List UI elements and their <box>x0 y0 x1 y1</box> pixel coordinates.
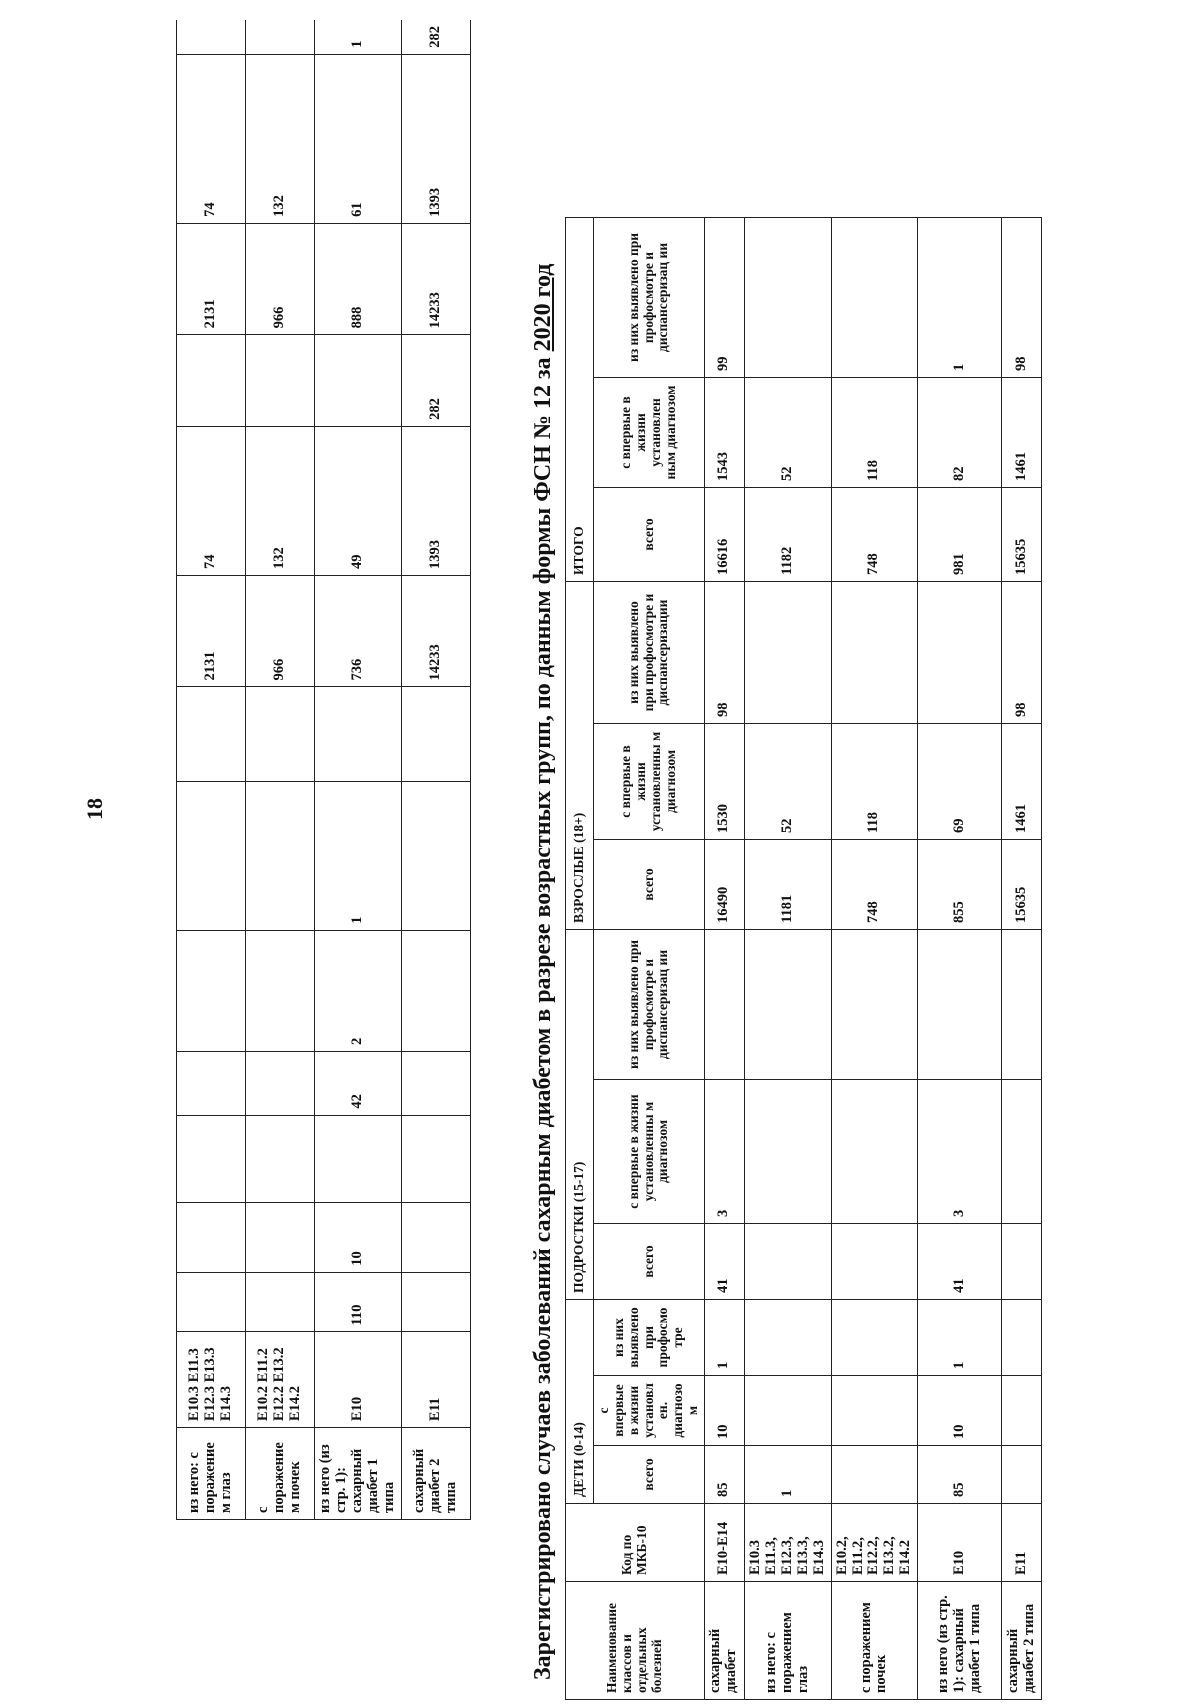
header-name: Наименование классов и отдельных болезней <box>566 1582 705 1700</box>
table-title <box>530 120 557 1680</box>
table-cell: 98 <box>1002 218 1042 378</box>
table-cell: 82 <box>918 378 1002 488</box>
table-row <box>831 218 918 1700</box>
table-cell <box>1002 1224 1042 1300</box>
row-code: E10.2, E11.2, E12.2, E13.2, E14.2 <box>831 1504 918 1582</box>
table-cell: 1 <box>315 781 402 930</box>
table-cell: 966 <box>246 575 315 686</box>
table-cell: 85 <box>704 1446 744 1504</box>
top-continuation-table <box>176 20 471 1520</box>
table-cell <box>704 930 744 1080</box>
table-cell: 282 <box>401 20 470 54</box>
table-cell: 1461 <box>1002 724 1042 840</box>
table-cell <box>744 1224 831 1300</box>
row-code: E10.3 E11.3, E12.3, E13.3, E14.3 <box>744 1504 831 1582</box>
table-cell <box>1002 1376 1042 1446</box>
header-adults-screening: из них выявлено при профосмотре и диспансеризации <box>594 582 705 724</box>
table-cell <box>831 1376 918 1446</box>
row-code: E10 <box>918 1504 1002 1582</box>
table-cell <box>177 335 246 427</box>
table-cell <box>177 781 246 930</box>
table-cell <box>177 930 246 1051</box>
header-group-children: ДЕТИ (0-14) <box>566 1300 594 1504</box>
table-cell: 132 <box>246 54 315 223</box>
table-cell: 1181 <box>744 840 831 930</box>
table-cell: 14233 <box>401 223 470 334</box>
table-cell: 15635 <box>1002 488 1042 582</box>
table-cell: 85 <box>918 1446 1002 1504</box>
title-year: 2020 год <box>530 263 556 352</box>
row-name: сахарный диабет 2 типа <box>401 1428 470 1520</box>
table-cell <box>177 1272 246 1332</box>
table-cell <box>315 335 402 427</box>
table-cell: 3 <box>918 1080 1002 1224</box>
table-cell <box>831 1224 918 1300</box>
top-table-container <box>176 20 471 1520</box>
table-cell: 132 <box>246 426 315 575</box>
table-cell: 1393 <box>401 54 470 223</box>
table-cell: 98 <box>704 582 744 724</box>
table-cell <box>246 781 315 930</box>
header-total-screening: из них выявлено при профосмотре и диспансеризац ии <box>594 218 705 378</box>
table-cell <box>744 930 831 1080</box>
table-row <box>177 20 246 1520</box>
table-cell: 10 <box>315 1203 402 1273</box>
table-cell: 748 <box>831 840 918 930</box>
table-cell: 118 <box>831 724 918 840</box>
table-cell <box>246 687 315 781</box>
table-cell: 1543 <box>704 378 744 488</box>
table-cell <box>401 1203 470 1273</box>
table-cell <box>1002 1300 1042 1376</box>
table-cell <box>744 1300 831 1376</box>
table-cell <box>177 20 246 54</box>
row-code: E10-E14 <box>704 1504 744 1582</box>
table-row <box>315 20 402 1520</box>
table-cell: 16616 <box>704 488 744 582</box>
table-cell: 1182 <box>744 488 831 582</box>
table-cell: 16490 <box>704 840 744 930</box>
header-code: Код по МКБ-10 <box>566 1504 705 1582</box>
table-cell: 110 <box>315 1272 402 1332</box>
header-group-total: ИТОГО <box>566 218 594 582</box>
table-cell <box>744 1376 831 1446</box>
table-cell <box>1002 930 1042 1080</box>
header-teens-screening: из них выявлено при профосмотре и диспансеризац ии <box>594 930 705 1080</box>
row-code: E10 <box>315 1332 402 1428</box>
table-cell: 2131 <box>177 223 246 334</box>
table-cell <box>401 687 470 781</box>
header-children-new: с впервые в жизни установл ен. диагнозо м <box>594 1376 705 1446</box>
table-cell <box>246 20 315 54</box>
table-cell: 282 <box>401 335 470 427</box>
table-cell <box>831 1300 918 1376</box>
table-cell <box>246 1051 315 1115</box>
table-cell: 966 <box>246 223 315 334</box>
table-cell: 1530 <box>704 724 744 840</box>
table-row <box>401 20 470 1520</box>
table-cell: 74 <box>177 426 246 575</box>
table-cell <box>246 930 315 1051</box>
table-cell <box>401 781 470 930</box>
table-cell: 14233 <box>401 575 470 686</box>
table-cell <box>831 1446 918 1504</box>
table-cell <box>246 1115 315 1202</box>
table-cell <box>1002 1080 1042 1224</box>
table-row <box>246 20 315 1520</box>
row-name: из него (из стр. 1): сахарный диабет 1 типа <box>315 1428 402 1520</box>
table-cell <box>831 1080 918 1224</box>
table-cell: 1 <box>744 1446 831 1504</box>
table-cell <box>177 687 246 781</box>
row-name: из него: с поражение м глаз <box>177 1428 246 1520</box>
table-cell <box>918 582 1002 724</box>
table-cell <box>744 218 831 378</box>
table-cell <box>177 1115 246 1202</box>
table-cell <box>401 1272 470 1332</box>
row-code: E11 <box>1002 1504 1042 1582</box>
table-cell: 1 <box>918 218 1002 378</box>
row-name: сахарный диабет <box>704 1582 744 1700</box>
table-cell <box>177 1051 246 1115</box>
table-cell: 10 <box>918 1376 1002 1446</box>
table-cell: 3 <box>704 1080 744 1224</box>
row-name: из него (из стр. 1): сахарный диабет 1 типа <box>918 1582 1002 1700</box>
table-cell: 52 <box>744 724 831 840</box>
row-code: E10.2 E11.2 E12.2 E13.2 E14.2 <box>246 1332 315 1428</box>
table-cell: 2131 <box>177 575 246 686</box>
header-adults-total: всего <box>594 840 705 930</box>
table-cell: 748 <box>831 488 918 582</box>
table-cell <box>831 582 918 724</box>
page-number: 18 <box>82 798 107 820</box>
table-cell: 99 <box>704 218 744 378</box>
table-cell <box>401 1115 470 1202</box>
table-cell <box>831 930 918 1080</box>
table-cell: 888 <box>315 223 402 334</box>
table-cell: 42 <box>315 1051 402 1115</box>
header-adults-new: с впервые в жизни установленны м диагнозом <box>594 724 705 840</box>
table-cell <box>744 1080 831 1224</box>
table-cell: 2 <box>315 930 402 1051</box>
table-cell: 1461 <box>1002 378 1042 488</box>
row-code: E10.3 E11.3 E12.3 E13.3 E14.3 <box>177 1332 246 1428</box>
table-cell <box>401 930 470 1051</box>
table-cell: 10 <box>704 1376 744 1446</box>
table-cell: 52 <box>744 378 831 488</box>
table-cell: 49 <box>315 426 402 575</box>
table-cell: 69 <box>918 724 1002 840</box>
table-cell <box>315 687 402 781</box>
header-teens-total: всего <box>594 1224 705 1300</box>
header-children-total: всего <box>594 1446 705 1504</box>
table-cell: 41 <box>918 1224 1002 1300</box>
header-group-teens: ПОДРОСТКИ (15-17) <box>566 930 594 1300</box>
table-row <box>1002 218 1042 1700</box>
table-row <box>704 218 744 1700</box>
table-cell: 1 <box>315 20 402 54</box>
table-cell: 118 <box>831 378 918 488</box>
header-teens-new: с впервые в жизни установленны м диагнозом <box>594 1080 705 1224</box>
table-cell: 61 <box>315 54 402 223</box>
table-cell <box>246 335 315 427</box>
table-cell: 1 <box>704 1300 744 1376</box>
table-cell: 855 <box>918 840 1002 930</box>
header-group-adults: ВЗРОСЛЫЕ (18+) <box>566 582 594 930</box>
table-cell: 41 <box>704 1224 744 1300</box>
table-cell <box>315 1115 402 1202</box>
diabetes-age-groups-table <box>565 217 1042 1700</box>
row-name: из него: с поражением глаз <box>744 1582 831 1700</box>
table-cell: 981 <box>918 488 1002 582</box>
table-cell <box>744 582 831 724</box>
table-cell <box>246 1203 315 1273</box>
table-row <box>918 218 1002 1700</box>
header-children-screening: из них выявлено при профосмо тре <box>594 1300 705 1376</box>
table-cell <box>177 1203 246 1273</box>
title-main: Зарегистрировано случаев заболеваний сахарным диабетом в разрезе возрастных групп, по данным формы ФСН № 12 за <box>530 351 556 1680</box>
header-total-total: всего <box>594 488 705 582</box>
header-total-new: с впервые в жизни установлен ным диагнозом <box>594 378 705 488</box>
table-cell <box>1002 1446 1042 1504</box>
table-cell <box>831 218 918 378</box>
table-cell <box>918 930 1002 1080</box>
table-row <box>744 218 831 1700</box>
table-cell: 736 <box>315 575 402 686</box>
row-name: с поражение м почек <box>246 1428 315 1520</box>
table-cell: 1393 <box>401 426 470 575</box>
table-cell <box>401 1051 470 1115</box>
table-cell: 74 <box>177 54 246 223</box>
table-cell: 98 <box>1002 582 1042 724</box>
row-name: с поражением почек <box>831 1582 918 1700</box>
table-cell: 1 <box>918 1300 1002 1376</box>
row-code: E11 <box>401 1332 470 1428</box>
table-cell <box>246 1272 315 1332</box>
table-cell: 15635 <box>1002 840 1042 930</box>
row-name: сахарный диабет 2 типа <box>1002 1582 1042 1700</box>
main-table-container <box>565 60 1042 1700</box>
